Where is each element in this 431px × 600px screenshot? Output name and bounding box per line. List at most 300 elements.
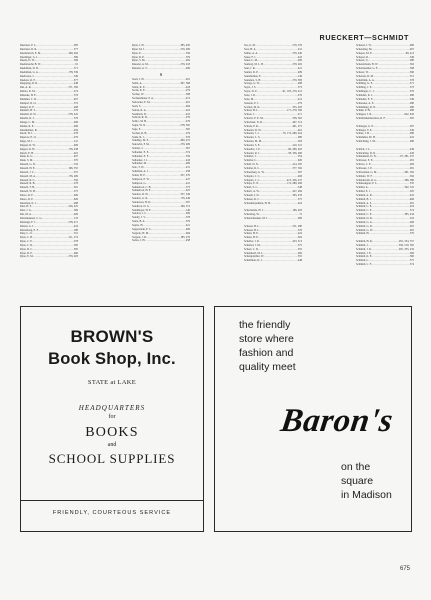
entry-pages: 281 bbox=[409, 201, 414, 205]
entry-pages: 373 bbox=[185, 185, 190, 189]
entry-pages: 565 bbox=[409, 117, 414, 121]
entry-name: Schmidt, C. E. bbox=[356, 205, 373, 209]
entry-name: Russo, R. P. bbox=[20, 197, 34, 201]
entry-name: Russell, R. B. bbox=[20, 182, 36, 186]
entry-name: Schenel, J. W. bbox=[356, 44, 372, 47]
entry-pages: 371 bbox=[409, 82, 414, 86]
entry-pages: 560 bbox=[409, 255, 414, 259]
entry-name: Ryan, C. R. bbox=[20, 243, 33, 247]
entry-pages: 279, 383 bbox=[292, 78, 302, 82]
section-letter: S bbox=[159, 71, 163, 77]
entry-pages: 279 bbox=[297, 93, 302, 97]
entry-name: Ruehlesache B. W. bbox=[20, 63, 41, 67]
entry-pages: 377, 392 bbox=[292, 167, 302, 170]
entry-pages: 425 bbox=[185, 189, 190, 193]
entry-name: Ruedinger, G. J. bbox=[20, 55, 38, 59]
entry-name: Saemisch, D. bbox=[132, 112, 147, 116]
entry-name: Saltzman, A. J. bbox=[132, 170, 149, 174]
entry-pages: 410, 521 bbox=[292, 143, 302, 147]
entry-pages: 410 bbox=[409, 136, 414, 140]
entry-name: Schmidt, A. S. bbox=[356, 201, 372, 205]
entry-pages: 562, 510 bbox=[404, 186, 414, 190]
entry-pages: 375 bbox=[297, 197, 302, 201]
entry-pages: 279, 376 bbox=[292, 44, 302, 47]
entry-name: Schmidt, J. E. bbox=[356, 251, 372, 255]
entry-pages: 278, 471 bbox=[68, 220, 78, 224]
ad-brown-and: and bbox=[107, 442, 117, 448]
entry-name: Schearing, W. bbox=[244, 213, 260, 217]
entry-pages: 149 bbox=[297, 74, 302, 78]
page-number: 675 bbox=[399, 566, 410, 572]
entry-name: Schmidt, L. F. bbox=[356, 263, 372, 267]
entry-pages: 416, 425 bbox=[68, 205, 78, 209]
entry-name: Russell, W. H. bbox=[20, 190, 36, 194]
entry-pages: 484 bbox=[185, 104, 190, 108]
entry-pages: 370, 440 bbox=[292, 51, 302, 55]
entry-name: Scherer, U. bbox=[356, 59, 369, 63]
entry-pages: 279 bbox=[297, 101, 302, 105]
entry-pages: 358, 565 bbox=[292, 117, 302, 121]
entry-pages: 409 bbox=[73, 120, 78, 124]
entry-pages: 409 bbox=[73, 124, 78, 128]
entry-pages: 448 bbox=[297, 259, 302, 263]
entry-pages: 401 bbox=[73, 151, 78, 155]
entry-name: Rundell, R. W. bbox=[20, 113, 37, 117]
entry-name: Sanders, D. H. bbox=[132, 193, 149, 197]
entry-name: Schaenberg, G. W. bbox=[244, 170, 265, 174]
entry-pages: 280 bbox=[409, 44, 414, 47]
entry-pages: 58, 356, 490 bbox=[288, 151, 302, 155]
entry-pages: 407 bbox=[73, 155, 78, 159]
entry-name: Rupnow, E. O. bbox=[20, 136, 37, 140]
entry-pages: 459 bbox=[73, 128, 78, 132]
entry-name: Schlosser, J. P. bbox=[356, 167, 373, 170]
entry-pages: 280 bbox=[409, 109, 414, 113]
entry-name: Saeli, S. bbox=[132, 104, 142, 108]
entry-name: Sather, A. A. bbox=[244, 51, 259, 55]
ad-barons-line3: fashion and bbox=[239, 347, 294, 359]
entry-name: Saffro, M. H. bbox=[132, 120, 147, 124]
entry-pages: 560 bbox=[409, 251, 414, 255]
dot-leader bbox=[369, 232, 410, 236]
entry-pages: 408 bbox=[297, 82, 302, 86]
entry-pages: 531, 280 bbox=[292, 224, 302, 228]
entry-pages: 472 bbox=[185, 97, 190, 101]
entry-name: Rupprt, K. H. bbox=[20, 147, 36, 151]
entry-pages: 166, 355 bbox=[68, 167, 78, 170]
entry-name: Sagal, W. N. bbox=[132, 124, 146, 128]
entry-pages: 72 bbox=[299, 213, 302, 217]
entry-name: Sarles, J. H. bbox=[132, 239, 146, 243]
entry-pages: 140 bbox=[185, 208, 190, 212]
entry-pages: 180 bbox=[73, 228, 78, 232]
entry-pages: 377 bbox=[73, 78, 78, 82]
directory-column bbox=[132, 44, 190, 300]
entry-pages: 467, 513 bbox=[292, 120, 302, 124]
entry-pages: 422 bbox=[297, 201, 302, 205]
entry-pages: 185, 279 bbox=[180, 235, 190, 239]
barons-logo: Baron's bbox=[278, 403, 396, 439]
directory-columns bbox=[20, 44, 414, 300]
entry-name: Russell, H. E. bbox=[20, 167, 36, 170]
entry-name: Sargado, H. M. bbox=[132, 231, 149, 235]
entry-pages: 376 bbox=[297, 228, 302, 232]
entry-name: Scheinkoff, M. L. bbox=[244, 251, 264, 255]
entry-name: Schmeekpper, P. L. bbox=[356, 182, 378, 186]
entry-pages: 279 bbox=[185, 89, 190, 93]
entry-pages: 278, 422 bbox=[68, 113, 78, 117]
entry-name: Schade, P. R. bbox=[244, 124, 259, 128]
entry-name: Schenning, M. bbox=[356, 47, 373, 51]
entry-name: Schachner, N. D. bbox=[244, 120, 263, 124]
entry-pages: 355, 403 bbox=[292, 105, 302, 109]
entry-pages: 349 bbox=[409, 55, 414, 59]
entry-pages: 421 bbox=[185, 223, 190, 227]
entry-pages: 436 bbox=[409, 147, 414, 151]
entry-name: Russell, M. A. bbox=[20, 174, 36, 178]
entry-name: Schmalz, W. F. bbox=[356, 174, 373, 178]
entry-name: Schein, H. E. bbox=[244, 232, 259, 236]
directory-entry bbox=[132, 239, 190, 243]
entry-pages: 349 bbox=[73, 74, 78, 78]
entry-name: Ruttenkausen, C. G. bbox=[20, 216, 43, 220]
entry-name: Scherer, W. bbox=[356, 70, 369, 74]
entry-pages: 376 bbox=[185, 135, 190, 139]
dot-leader bbox=[145, 239, 186, 243]
entry-name: Sapperstein, F. C. bbox=[132, 227, 152, 231]
entry-pages: 431 bbox=[185, 166, 190, 170]
entry-name: Scheel, C. D. bbox=[244, 247, 259, 251]
entry-pages: 443 bbox=[185, 158, 190, 162]
entry-pages: 91 bbox=[75, 63, 78, 67]
entry-name: Scheuer, B. L. bbox=[244, 224, 260, 228]
entry-pages: 355 bbox=[297, 247, 302, 251]
entry-name: Russman, K. J. bbox=[20, 201, 37, 205]
entry-pages: 460 bbox=[73, 251, 78, 255]
entry-name: Schmidt, G. W. bbox=[356, 228, 373, 232]
entry-name: Scheteralieuker, M. J. bbox=[244, 216, 268, 220]
entry-name: Rundell, H. T. bbox=[20, 109, 36, 113]
entry-pages: 355 bbox=[297, 255, 302, 259]
entry-pages: 278, 565 bbox=[180, 124, 190, 128]
entry-pages: 199, 374 bbox=[180, 204, 190, 208]
entry-name: Sanders, G. R. bbox=[132, 197, 148, 201]
ad-brown-title: BROWN'S bbox=[70, 327, 154, 346]
entry-pages: 595 bbox=[73, 247, 78, 251]
entry-name: Sabin, R. P. bbox=[132, 85, 145, 89]
entry-name: Ruedebusch, E. M. bbox=[20, 51, 42, 55]
entry-name: Scharlt, A. W. bbox=[244, 190, 260, 194]
entry-name: Sampson, G. bbox=[132, 181, 147, 185]
ad-barons-line4: quality meet bbox=[239, 361, 296, 373]
directory-entry bbox=[356, 232, 414, 236]
entry-name: Schapiro, J. C. bbox=[244, 178, 261, 182]
entry-pages: 402 bbox=[185, 59, 190, 63]
entry-name: Russell, R. C. bbox=[20, 178, 36, 182]
entry-name: Schipper, J. R. bbox=[356, 113, 373, 117]
entry-name: Schaffer, L. bbox=[244, 159, 257, 163]
entry-name: Sachen, R. B. bbox=[132, 131, 148, 135]
entry-pages: 366, 380 bbox=[404, 178, 414, 182]
entry-pages: 280 bbox=[409, 93, 414, 97]
entry-name: Schmidt, L. bbox=[356, 259, 369, 263]
entry-name: Ryan, C. E. bbox=[20, 240, 33, 244]
entry-name: Scheper, M. E. bbox=[356, 51, 373, 55]
entry-pages: 371, 582 bbox=[68, 86, 78, 90]
entry-name: Saindley, M. P. bbox=[132, 139, 149, 143]
entry-pages: 410 bbox=[185, 112, 190, 116]
entry-name: Russo, R. F. bbox=[20, 193, 34, 197]
entry-name: Rueckert, P. L. bbox=[20, 44, 37, 47]
entry-name: Russell, G. D. bbox=[20, 163, 36, 167]
entry-name: Schillinger, C. J. bbox=[356, 90, 375, 94]
entry-name: Sayre, D. P. bbox=[244, 90, 257, 94]
entry-pages: 280 bbox=[409, 59, 414, 63]
directory-entry bbox=[356, 140, 414, 144]
ad-brown-supplies: SCHOOL SUPPLIES bbox=[48, 451, 176, 466]
entry-name: Saari, J. H. bbox=[132, 77, 145, 81]
entry-pages: 278 bbox=[73, 132, 78, 136]
entry-pages: 378 bbox=[73, 240, 78, 244]
dot-leader bbox=[375, 140, 409, 144]
entry-pages: 376 bbox=[409, 90, 414, 94]
entry-name: Russell, J. C. bbox=[20, 170, 35, 174]
entry-name: Schelupfeiffer, W. bbox=[244, 255, 264, 259]
entry-name: Sallander, M. bbox=[132, 162, 147, 166]
entry-pages: 372 bbox=[73, 101, 78, 105]
entry-name: Schlick, J. L. bbox=[356, 147, 371, 151]
entry-name: Rummer, C. D. bbox=[20, 97, 37, 101]
entry-pages: 280 bbox=[297, 216, 302, 220]
entry-pages: 400, 472 bbox=[180, 139, 190, 143]
entry-name: Sauberg, M. L. B. bbox=[244, 63, 264, 67]
entry-pages: 279, 409 bbox=[180, 143, 190, 147]
entry-pages: 166, 403 bbox=[292, 209, 302, 213]
entry-pages: 176, 409 bbox=[68, 174, 78, 178]
entry-name: Ruttenberg, E. F. bbox=[20, 228, 39, 232]
entry-pages: 598 bbox=[185, 93, 190, 97]
entry-pages: 375 bbox=[73, 190, 78, 194]
entry-pages: 484 bbox=[185, 231, 190, 235]
entry-pages: 423, 513 bbox=[292, 240, 302, 244]
ad-brown-divider bbox=[21, 500, 203, 501]
entry-name: Scharf, S. C. bbox=[244, 186, 258, 190]
entry-name: Sandry, J. V. bbox=[132, 216, 146, 220]
directory-column bbox=[244, 44, 302, 300]
entry-name: Rzeszut, A. V. bbox=[132, 67, 148, 71]
entry-name: Samuelson, H. F. bbox=[132, 189, 151, 193]
entry-name: Sandow, J. L. bbox=[132, 212, 147, 216]
entry-pages: 66, 280, 403 bbox=[288, 147, 302, 151]
entry-pages: 466 bbox=[409, 197, 414, 201]
entry-pages: 379 bbox=[73, 117, 78, 121]
entry-name: Schlossman, G. M. bbox=[356, 170, 378, 174]
entry-name: Rumpf, R. F. bbox=[20, 105, 35, 109]
entry-name: Scheibel, J. M. bbox=[244, 243, 261, 247]
entry-pages: 378 bbox=[185, 216, 190, 220]
entry-name: Schmalzrath, R. G. bbox=[356, 178, 378, 182]
entry-pages: 280 bbox=[409, 140, 414, 144]
entry-name: Scheffman, D. J. bbox=[244, 259, 263, 263]
entry-pages: 369 bbox=[73, 55, 78, 59]
entry-pages: 409 bbox=[297, 70, 302, 74]
ad-barons-r3: in Madison bbox=[341, 489, 392, 501]
ad-brown-for: for bbox=[108, 414, 116, 420]
entry-name: Schmidt, J. R. bbox=[356, 247, 372, 251]
dot-leader bbox=[262, 259, 298, 263]
entry-name: Ryan, E. M. bbox=[20, 255, 34, 259]
entry-name: Rueckert, R. R. bbox=[20, 47, 38, 51]
entry-pages: 281, 355, 432 bbox=[398, 247, 414, 251]
dot-leader bbox=[33, 255, 68, 259]
entry-name: Salazar, J. bbox=[132, 147, 144, 151]
entry-pages: 373 bbox=[297, 86, 302, 90]
entry-pages: 410 bbox=[409, 193, 414, 197]
entry-pages: 279, 409 bbox=[180, 47, 190, 51]
entry-name: Schaff, D. N. bbox=[244, 163, 259, 167]
entry-name: Schapiro, J. C. bbox=[244, 174, 261, 178]
entry-pages: 365, 433 bbox=[292, 193, 302, 197]
entry-name: Schilling, J. P. bbox=[356, 86, 372, 90]
ad-barons-r1: on the bbox=[341, 461, 371, 473]
entry-name: Safford, R. D. bbox=[132, 116, 148, 120]
entry-name: Rupp, M. J. bbox=[20, 140, 33, 144]
entry-name: Schmidt, J. bbox=[356, 243, 369, 247]
entry-name: Schaps, E. N. bbox=[244, 182, 259, 186]
entry-pages: 575 bbox=[409, 259, 414, 263]
entry-name: Saulter, R. P. bbox=[244, 70, 259, 74]
entry-pages: 595 bbox=[73, 243, 78, 247]
entry-name: Sachsenmaier, P. A. bbox=[132, 97, 154, 101]
entry-pages: 356 bbox=[185, 51, 190, 55]
entry-pages: 422 bbox=[185, 108, 190, 112]
entry-pages: 569 bbox=[73, 209, 78, 213]
entry-pages: 367 bbox=[409, 124, 414, 128]
entry-pages: 200 bbox=[297, 59, 302, 63]
entry-pages: 274 bbox=[73, 90, 78, 94]
entry-pages: 379 bbox=[185, 55, 190, 59]
entry-name: Schaefer, L. S. bbox=[244, 136, 261, 140]
entry-name: Schlehmer, M. H. bbox=[356, 136, 376, 140]
entry-name: Runge, C. M. bbox=[20, 120, 35, 124]
entry-pages: 448 bbox=[73, 82, 78, 86]
entry-pages: 376 bbox=[185, 220, 190, 224]
entry-pages: 307 bbox=[185, 200, 190, 204]
entry-pages: 482 bbox=[409, 163, 414, 167]
entry-name: Sallander, E. F. bbox=[132, 154, 149, 158]
entry-pages: 171, 279, 500 bbox=[286, 109, 302, 113]
entry-pages: 392 bbox=[409, 174, 414, 178]
entry-name: Sas, G. M. bbox=[244, 44, 256, 47]
entry-name: Schnesner, A. E. bbox=[356, 101, 375, 105]
entry-pages: 409 bbox=[73, 143, 78, 147]
entry-name: Sandmeyer, H. F. bbox=[132, 208, 151, 212]
entry-pages: 409 bbox=[185, 162, 190, 166]
entry-pages: 199, 404 bbox=[68, 51, 78, 55]
entry-name: Samuelson, C. B. bbox=[132, 185, 152, 189]
entry-name: Schmidt, G. R. bbox=[356, 224, 373, 228]
entry-pages: 505 bbox=[409, 190, 414, 194]
entry-pages: 410 bbox=[297, 55, 302, 59]
entry-name: Scheuer, B. L. bbox=[244, 228, 260, 232]
entry-name: Schacht, E. E. M. bbox=[244, 117, 264, 121]
entry-name: Schmidt, K. E. bbox=[356, 255, 373, 259]
entry-pages: 416 bbox=[73, 224, 78, 228]
entry-pages: 571 bbox=[73, 67, 78, 71]
entry-name: Runzheimer, R. bbox=[20, 128, 38, 132]
entry-name: Rzeszut, A. M. bbox=[132, 63, 149, 67]
entry-pages: 281 bbox=[409, 167, 414, 170]
entry-name: Schaefer, M. M. bbox=[244, 140, 262, 144]
entry-name: Rusch, E. H. bbox=[20, 151, 34, 155]
entry-name: Ruedy, D. W. bbox=[20, 59, 35, 63]
entry-name: Ryan, J. H. bbox=[132, 44, 145, 47]
entry-name: Ryan, R. P. bbox=[132, 55, 145, 59]
entry-name: Schmid, E. J. bbox=[356, 190, 371, 194]
entry-pages: 354 bbox=[297, 155, 302, 159]
entry-pages: 281, 392 bbox=[404, 170, 414, 174]
entry-pages: 506 bbox=[73, 59, 78, 63]
entry-name: Ryan, P. bbox=[132, 51, 141, 55]
entry-pages: 279, 402 bbox=[292, 63, 302, 67]
entry-name: Schlager, V. E. bbox=[356, 128, 373, 132]
entry-pages: 482 bbox=[297, 251, 302, 255]
entry-name: Scheckenda, H. J. bbox=[244, 209, 264, 213]
entry-name: Rufenke, H. E. bbox=[20, 93, 37, 97]
entry-name: Rutledge, F. J. bbox=[20, 220, 36, 224]
entry-pages: 348 bbox=[297, 186, 302, 190]
entry-name: Sass, H. A. bbox=[244, 47, 257, 51]
entry-pages: 427, 484 bbox=[292, 190, 302, 194]
entry-pages: 279 bbox=[185, 131, 190, 135]
entry-pages: 409 bbox=[73, 213, 78, 217]
entry-pages: 629 bbox=[73, 197, 78, 201]
entry-name: Sauer, L. M. bbox=[244, 59, 258, 63]
entry-name: Ruoff, H. J. bbox=[20, 132, 33, 136]
entry-pages: 374 bbox=[409, 209, 414, 213]
entry-pages: 562 bbox=[409, 63, 414, 67]
entry-name: Schmidt, H. bbox=[356, 232, 370, 236]
entry-name: Schilling, G. E. bbox=[356, 82, 374, 86]
entry-pages: 409 bbox=[73, 193, 78, 197]
ad-barons-r2: square bbox=[341, 475, 374, 487]
entry-pages: 406 bbox=[297, 174, 302, 178]
entry-name: Sauer, F. J. bbox=[244, 55, 256, 59]
entry-name: Schmidt, H. R. bbox=[356, 240, 373, 244]
entry-pages: 361 bbox=[73, 186, 78, 190]
ad-barons-line2: store where bbox=[239, 333, 294, 345]
entry-pages: 468 bbox=[73, 201, 78, 205]
ad-barons-line1: the friendly bbox=[239, 319, 291, 331]
entry-pages: 67, 281, 437 bbox=[400, 155, 414, 159]
entry-name: Saide, R. J. bbox=[132, 135, 145, 139]
entry-name: Schersen, D. M. bbox=[356, 74, 374, 78]
entry-name: Ruty, L. O. bbox=[20, 232, 33, 236]
entry-pages: 532 bbox=[73, 163, 78, 167]
entry-name: Schmidt, C. F. bbox=[356, 209, 372, 213]
entry-pages: 174, 280, 406 bbox=[286, 182, 302, 186]
entry-name: Ruelens, R. F. bbox=[20, 78, 36, 82]
entry-name: Schlaeger, G. E. bbox=[356, 124, 374, 128]
entry-name: Scherineulder, G. F. bbox=[356, 67, 378, 71]
entry-pages: 401 bbox=[185, 100, 190, 104]
entry-pages: 418 bbox=[185, 85, 190, 89]
entry-pages: 565 bbox=[185, 127, 190, 131]
entry-pages: 570 bbox=[409, 232, 414, 236]
entry-pages: 351 bbox=[409, 74, 414, 78]
page-header: RUECKERT—SCHMIDT bbox=[319, 33, 409, 42]
entry-name: Ruehlman, D. D. bbox=[20, 67, 39, 71]
